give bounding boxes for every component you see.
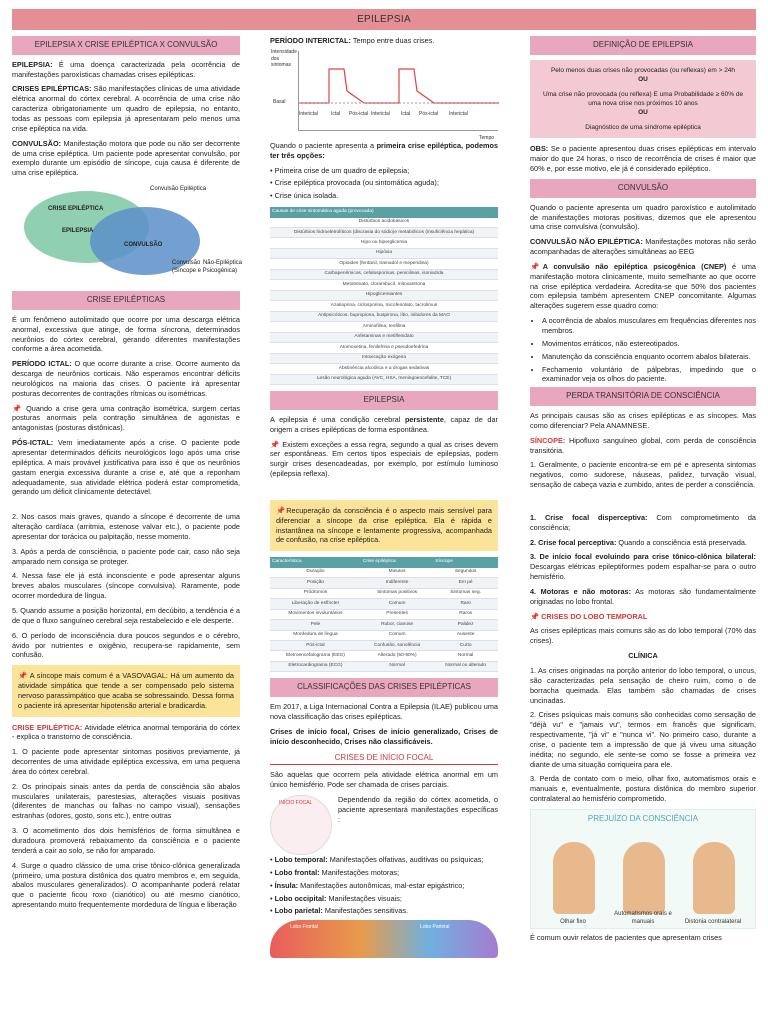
person-figure [693,842,735,914]
list-item: • Fechamento voluntário de pálpebras, impedindo que o examinador veja os olhos do paciente. [542,365,756,385]
highlight-box: 📌Recuperação da consciência é o aspecto mais sensível para diferenciar a síncope da crise epiléptica. Ela é rápida e instantânea na síncope e lentamente progressiva, acompanhada de confusão, na crise epiléptica. [270,500,498,551]
table-row [270,641,498,651]
lobe-label: Lobo Parietal [420,924,450,931]
table-cell: Distúrbios acidobásicos [270,218,498,228]
table-cell: Atomoxetina, fenilefrina e pseudoefedrina [270,343,498,353]
table-header: Crise epiléptica [361,557,433,567]
list-item: • A ocorrência de abalos musculares em frequências diferentes nos membros. [542,316,756,336]
table-header: Característica [270,557,361,567]
venn-annotation: Convulsão Epiléptica [150,186,207,193]
table-cell: Sintomas neg. [433,588,498,598]
paragraph: 2. Os principais sinais antes da perda de consciência são abalos musculares unilaterais, parestesias, alterações visuais positivas (diferentes de manchas ou falhas no campo visual), sensações estranhas (odores, gosto, sons etc.), entre outras [12,781,240,821]
table-row [270,311,498,321]
table-cell: Comum [361,599,433,609]
table-row [270,588,498,598]
paragraph: EPILEPSIA: É uma doença caracterizada pela ocorrência de manifestações paroxísticas chamadas crises epilépticas. [12,59,240,79]
paragraph: São aquelas que ocorrem pela atividade elétrica anormal em um único hemisfério. Pode ser chamada de crises parciais. [270,770,498,790]
table-row [270,259,498,269]
table-row [270,322,498,332]
table-cell: Rubor, cianose [361,620,433,630]
definition-or: OU [638,75,648,83]
pin-icon: 📌 [530,261,543,271]
table-cell: Palidez [433,620,498,630]
list-item: • Movimentos erráticos, não estereotipados. [542,339,756,349]
table-cell: Curto [433,641,498,651]
paragraph: CONVULSÃO NÃO EPILÉPTICA: Manifestações motoras não serão acompanhadas de alterações simultâneas ao EEG [530,237,757,257]
table-cell: Anfetaminas e metilfenidato [270,332,498,342]
table-cell: Azatioprina, ciclosporina, micofenolato, tacrolimus [270,301,498,311]
table-cell: Hipoglicemiantes [270,290,498,300]
paragraph: 3. O acometimento dos dois hemisférios de forma simultânea e duradoura promoverá rebaixamento da consciência e o paciente tenderá a cair ao solo, se não for amparado. [12,826,240,855]
table-cell: Liberação de esfíncter [270,599,361,609]
pin-icon: 📌 [12,403,23,413]
figure-caption: Olhar fixo [560,918,586,925]
venn-annotation: Convulsão Não-Epiléptica (Síncope e Psicogênica) [172,260,242,275]
subsection-title: 📌 CRISES DO LOBO TEMPORAL [530,611,648,621]
table-header: Síncope [433,557,498,567]
paragraph: É comum ouvir relatos de pacientes que apresentam crises [530,932,722,942]
table-cell: Abstinência alcoólica e a drogas sedativas [270,364,498,374]
paragraph: 4. Motoras e não motoras: As motoras são fundamentalmente originadas no lobo frontal. [530,586,756,606]
list-item: • Manutenção da consciência enquanto ocorrem abalos bilaterais. [542,352,756,362]
paragraph: Dependendo da região do córtex acometida, o paciente apresentará manifestações específicas : [338,795,498,824]
interictal-graph [271,48,498,141]
column-left [12,36,240,915]
table-cell: Minutos [361,568,433,578]
paragraph: Crises de início focal, Crises de início generalizado, Crises de início desconhecido, Crises não classificáveis. [270,726,498,746]
table-row [270,280,498,290]
section-header: CRISES DE INÍCIO FOCAL [270,752,498,766]
paragraph: 4. Nessa fase ele já está inconsciente e pode apresentar alguns breves abalos musculares (síncope convulsiva). Raramente, pode ocorrer mordedura de língua. [12,571,240,601]
table-row [270,661,498,671]
table-cell: Hipo ou hiperglicemia [270,238,498,248]
pin-icon: 📌 [530,611,540,621]
paragraph: CRISES EPILÉPTICAS: São manifestações clínicas de uma atividade elétrica anormal do córtex cerebral. A ocorrência de uma crise não caracteriza obrigatoriamente um quadro de epilepsia, no entanto, todas as pessoas com epilepsia já apresentaram pelo menos uma crise epiléptica na vida. [12,84,240,133]
lobe-label: Lobo Frontal [290,924,319,931]
table-cell: Comum [361,630,433,640]
graph-segment-label: Pós-ictal [419,110,439,117]
paragraph: 6. O período de inconsciência dura poucos segundos e o cérebro, ávido por nutrientes e oxigênio, recupera-se rapidamente, sem confusão. [12,630,240,660]
table-cell: Aminofilina, teofilina [270,322,498,332]
table-cell: Pele [270,620,361,630]
table-row [270,332,498,342]
list-item: • Lobo parietal: Manifestações sensitivas. [270,906,409,916]
list-item: • Crise epiléptica provocada (ou sintomática aguda); [270,178,439,188]
person-figure [553,842,595,914]
table-row [270,248,498,258]
comparison-table [270,557,498,672]
venn-label-epilepsia: EPILEPSIA [62,228,94,235]
table-cell: Raros [433,609,498,619]
paragraph: As principais causas são as crises epilépticas e as síncopes. Mas como diferenciar? Pela ANAMNESE. [530,410,756,430]
table-cell: Presentes [361,609,433,619]
page-title: EPILEPSIA [12,9,756,30]
table-cell: Lesão neurológica aguda (AVC, HSA, meningoencefalite, TCE) [270,374,498,384]
list-item: • Lobo frontal: Manifestações motoras; [270,867,400,877]
brain-label: INÍCIO FOCAL [279,800,313,807]
brain-lobes-image [270,920,498,958]
table-cell: Mordedura de língua [270,630,361,640]
table-cell: Normal [433,651,498,661]
paragraph: PÓS-ICTAL: Vem imediatamente após a crise. O paciente pode apresentar determinados déficits neurológicos logo após uma crise epiléptica. A mais provável justificativa para isso é que os neurônios gastam energia excessiva durante a crise e, até que a reponham adequadamente, sua atividade elétrica poderá estar comprometida, gerando um déficit clinicamente detectável. [12,438,240,497]
graph-segment-label: Ictal [401,110,411,117]
list-item: • Lobo temporal: Manifestações olfativas, auditivas ou psíquicas; [270,855,484,865]
cnep-list [530,316,756,384]
table-row [270,364,498,374]
paragraph: CONVULSÃO: Manifestação motora que pode ou não ser decorrente de uma crise epiléptica. Um paciente pode apresentar convulsão, por exemplo durante um episódio de síncope, cuja causa é diferente de uma crise epiléptica. [12,138,240,178]
paragraph: 3. De início focal evoluindo para crise tônico-clônica bilateral: Descargas elétricas epileptiformes podem espalhar-se para o outro hemisfério. [530,552,756,582]
section-header: CLASSIFICAÇÕES DAS CRISES EPILÉPTICAS [270,678,498,697]
section-header: CRISE EPILÉPTICAS [12,291,240,310]
definition-item: Pelo menos duas crises não provocadas (ou reflexas) em > 24h [550,66,736,74]
list-item: • Ínsula: Manifestações autonômicas, mal-estar epigástrico; [270,880,465,890]
table-cell: Pós-ictal [270,641,361,651]
table-row [270,599,498,609]
graph-xlabel: Tempo [479,134,495,141]
column-right [530,36,756,948]
table-row [270,290,498,300]
paragraph: 📌 Quando a crise gera uma contração isométrica, surgem certas posturas anormais pela contração simultânea de agonistas e antagonistas (posturas distônicas). [12,403,240,433]
definition-box [530,60,756,139]
graph-ylabel: Intensidade dos sintomas [271,48,297,69]
graph-basal-label: Basal [273,98,286,105]
focal-onset-block [270,795,498,855]
table-cell: Sintomas positivos [361,588,433,598]
table-row [270,301,498,311]
table-row [270,568,498,578]
list-item: • Lobo occipital: Manifestações visuais; [270,893,402,903]
illustration-title: PREJUÍZO DA CONSCIÊNCIA [587,813,699,823]
table-cell: Hipóxia [270,248,498,258]
column-middle [270,36,498,958]
paragraph: OBS: Se o paciente apresentou duas crises epilépticas em intervalo maior do que 24 horas, o risco de recorrência de crises é maior que 60% e, por esse motivo, ele já é considerado epiléptico. [530,144,756,174]
table-cell: Intoxicação exógena [270,353,498,363]
paragraph: PERÍODO INTERICTAL: Tempo entre duas crises. [270,36,435,45]
table-cell: Normal ou alterado [433,661,498,671]
paragraph: CRISE EPILÉPTICA: Atividade elétrica anormal temporária do córtex - explica o transtorno de consciência. [12,722,241,742]
paragraph: A epilepsia é uma condição cerebral persistente, capaz de dar origem a crises epilépticas de forma espontânea. [270,414,498,434]
table-cell: Segundos [433,568,498,578]
highlight-box: 📌 A síncope mais comum é a VASOVAGAL: Há um aumento da atividade simpática que tende a ser compensado pelo sistema nervoso parassimpático que acaba se sobressaindo. Dessa forma o paciente irá apresentar hipotensão arterial e bradicardia. [12,665,240,716]
table-row [270,374,498,384]
section-header: DEFINIÇÃO DE EPILEPSIA [530,36,756,55]
table-cell: Alterado (50-90%) [361,651,433,661]
table-cell: Distúrbios hidroeletrolíticos (discrasia do sódio)e metabólicos (insuficiência hepática) [270,228,498,238]
section-header: CONVULSÃO [530,179,756,198]
paragraph: 📌 Existem exceções a essa regra, segundo a qual as crises devem ser espontâneas. Em certos tipos especiais de epilepsias, podem surgir crises desencadeadas, por exemplo, por estímulo luminoso (epilepsia reflexa). [270,439,498,479]
paragraph: 1. Crise focal disperceptiva: Com comprometimento da consciência; [530,512,756,532]
graph-curve [299,51,499,131]
section-header: EPILEPSIA [270,391,498,410]
table-cell: Normal [361,661,433,671]
venn-label-crise: CRISE EPILÉPTICA [48,206,104,213]
paragraph: 1. O paciente pode apresentar sintomas positivos previamente, já decorrentes de uma atividade epiléptica excessiva, em uma pequena área do córtex cerebral. [12,747,240,776]
paragraph: 3. Após a perda de consciência, o paciente pode cair, caso não seja amparado nem consiga se proteger. [12,546,240,566]
table-cell: Ausente [433,630,498,640]
table-row [270,238,498,248]
definition-item: Diagnóstico de uma síndrome epiléptica [585,124,701,132]
figure-caption: Automatismos orais e manuais [614,910,672,925]
table-cell: Movimentos involuntários [270,609,361,619]
table-header: Causas de crise sintomática aguda (provocada) [270,207,498,217]
table-row [270,630,498,640]
paragraph: 1. As crises originadas na porção anterior do lobo temporal, o uncus, são caracterizadas pela sensação de cheiro ruim, como o de borracha queimada. Elas também são chamadas de crises uncinadas. [530,666,756,705]
definition-or: OU [638,109,648,117]
paragraph: 📌A convulsão não epiléptica psicogênica (CNEP) é uma manifestação motora clinicamente, muito semelhante ao que ocorre na crise epiléptica verdadeira. Acredita-se que 50% dos pacientes com epilepsia também apresentem CNEP concomitante. Algumas alterações sugerem esse quadro como: [530,261,756,311]
table-row [270,609,498,619]
graph-segment-label: Interictal [449,110,468,117]
paragraph: Quando o paciente apresenta a primeira crise epiléptica, podemos ter três opções: [270,140,498,160]
table-cell: Opioides (fentanil, tramadol e meperidina) [270,259,498,269]
table-cell: Posição [270,578,361,588]
table-row [270,218,498,228]
paragraph: Quando o paciente apresenta um quadro paroxístico e autolimitado de manifestações motoras positivas, dizemos que ele apresentou uma crise convulsiva (convulsão). [530,202,756,232]
paragraph: 4. Surge o quadro clássico de uma crise tônico-clônica generalizada (primeiro, uma postura distônica dos quatro membros e, em seguida, abalos musculares generalizados). O acompanhante poderá relatar que o paciente ficou roxo (cianótico) ou até mesmo cianótico, apresentando muito frequentemente mordedura de língua e liberação [12,860,240,910]
paragraph: 1. Geralmente, o paciente encontra-se em pé e apresenta sintomas negativos, como sudorese, náuseas, palidez, turvação visual, sensação de cabeça vazia e zumbido, antes de perder a consciência. [530,460,756,490]
list-item: • Primeira crise de um quadro de epilepsia; [270,165,410,175]
venn-label-convulsao: CONVULSÃO [124,242,163,249]
venn-diagram [12,183,240,283]
person-figure [623,842,665,914]
table-cell: Eletroencefalograma (EEG) [270,651,361,661]
paragraph: PERÍODO ICTAL: O que ocorre durante a crise. Ocorre aumento da descarga de neurônios corticais. Não esperamos encontrar déficits neurológicos na maioria das crises. O paciente irá apresentar posturas decorrentes de contrações rítmicas ou isométricas. [12,359,240,398]
graph-segment-label: Interictal [371,110,390,117]
table-cell: Pródromos [270,588,361,598]
pin-icon: 📌 [276,505,287,515]
table-row [270,578,498,588]
subsection-title: CLÍNICA [628,651,658,661]
consciousness-illustration [530,809,756,929]
table-cell: Em pé [433,578,498,588]
paragraph: Em 2017, a Liga Internacional Contra a Epilepsia (ILAE) publicou uma nova classificação das crises epilépticas. [270,702,498,722]
table-cell: Indiferente [361,578,433,588]
table-cell: Duração [270,568,361,578]
table-cell: Confusão, sonolência [361,641,433,651]
table-row [270,343,498,353]
table-cell: Metotrexato, clorambucil, mitoxantrona [270,280,498,290]
paragraph: As crises epilépticas mais comuns são as do lobo temporal (70% das crises). [530,626,756,646]
brain-icon [270,795,332,855]
section-header: PERDA TRANSITÓRIA DE CONSCIÊNCIA [530,387,756,406]
pin-icon: 📌 [18,671,28,681]
table-row [270,620,498,630]
table-row [270,353,498,363]
paragraph: 2. Nos casos mais graves, quando a síncope é decorrente de uma alteração cardíaca (arritmia, estenose valvar etc.), o paciente pode apresentar dor torácica ou palpitação, nesse momento. [12,512,240,541]
table-row [270,651,498,661]
graph-segment-label: Pós-ictal [349,110,369,117]
causes-table [270,207,498,385]
figure-caption: Distonia contralateral [684,918,742,925]
paragraph: É um fenômeno autolimitado que ocorre por uma descarga elétrica anormal, excessiva que atinge, de forma síncrona, determinados neurônios do córtex cerebral, gerando diferentes manifestações conforme a área acometida. [12,314,240,354]
paragraph: 5. Quando assume a posição horizontal, em decúbito, a tendência é a de que o fluxo sanguíneo cerebral seja restabelecido e ele desperte. [12,605,240,625]
paragraph: 3. Perda de contato com o meio, olhar fixo, automatismos orais e manuais e, eventualmente, postura distônica do membro superior contralateral ao hemisfério comprometido. [530,774,756,804]
graph-segment-label: Ictal [331,110,341,117]
definition-item: Uma crise não provocada (ou reflexa) E uma Probabilidade ≥ 60% de uma nova crise nos próximos 10 anos [542,90,744,108]
table-cell: Carbapenêmicos, cefalosporinas, penicilinas, isoniazida [270,269,498,279]
table-row [270,228,498,238]
paragraph: 2. Crise focal perceptiva: Quando a consciência está preservada. [530,537,748,547]
section-header: EPILEPSIA X CRISE EPILÉPTICA X CONVULSÃO [12,36,240,55]
paragraph: 2. Crises psíquicas mais comuns são conhecidas como sensação de "déjà vu" e "jamais vu", termos em francês que significam, respectivamente, "já vi" e "nunca vi". No primeiro caso, durante a crise, o paciente tem a impressão de que já viveu uma situação inédita; no segundo, ele sente-se como se fosse a primeira vez diante de uma situação corriqueira para ele. [530,710,756,769]
table-cell: Eletrocardiograma (ECG) [270,661,361,671]
list-item: • Crise única isolada. [270,191,339,201]
pin-icon: 📌 [270,439,280,449]
table-row [270,269,498,279]
graph-segment-label: Interictal [299,110,318,117]
table-cell: Raro [433,599,498,609]
paragraph: SÍNCOPE: Hipofluxo sanguíneo global, com perda de consciência transitória. [530,435,756,455]
table-cell: Antipsicóticos, bupropiona, buspirona, lítio, inibidores da MAO [270,311,498,321]
